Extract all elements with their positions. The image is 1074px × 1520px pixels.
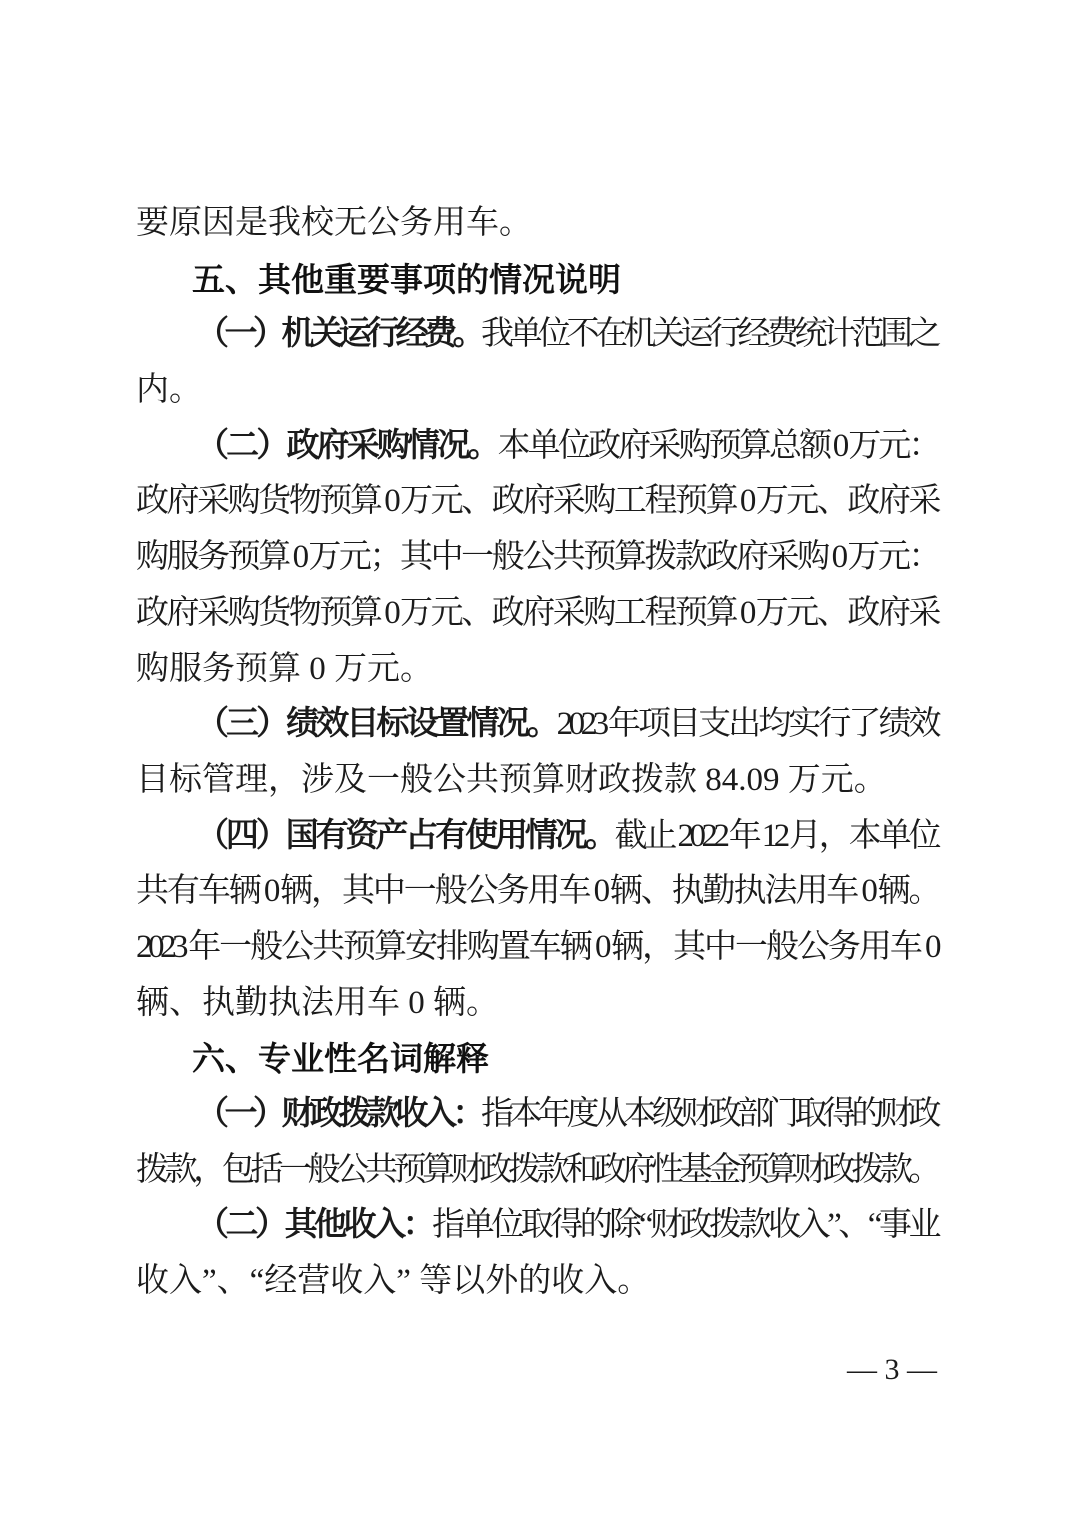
text-line: [136, 642, 937, 698]
text-line: [136, 419, 937, 475]
body-text: 2023 年项目支出均实行了绩效: [556, 706, 938, 743]
body-text: 目标管理，涉及一般公共预算财政拨款 84.09 万元。: [136, 761, 887, 798]
text-line: [136, 1087, 937, 1143]
section-heading: [136, 1031, 937, 1087]
text-line: [136, 474, 937, 530]
text-line: [136, 697, 937, 753]
emphasis-text: （一）机关运行经费。: [196, 316, 481, 353]
body-text: 购服务预算 0 万元。: [136, 650, 433, 687]
body-text: 内。: [136, 372, 202, 409]
emphasis-text: （一）财政拨款收入：: [196, 1096, 481, 1132]
text-line: [136, 920, 937, 976]
body-text: 共有车辆 0 辆，其中一般公务用车 0 辆、执勤执法用车 0 辆。: [136, 873, 937, 910]
emphasis-text: （三）绩效目标设置情况。: [196, 706, 557, 743]
text-line: [136, 363, 937, 419]
emphasis-text: （四）国有资产占有使用情况。: [196, 817, 615, 854]
body-text: 指本年度从本级财政部门取得的财政: [481, 1096, 937, 1132]
document-body: [136, 196, 937, 1310]
text-line: [136, 196, 937, 252]
emphasis-text: 六、专业性名词解释: [192, 1040, 489, 1078]
body-text: 截止 2022 年 12 月，本单位: [614, 817, 938, 854]
emphasis-text: 五、其他重要事项的情况说明: [192, 260, 621, 298]
body-text: 辆、执勤执法用车 0 辆。: [136, 984, 499, 1021]
body-text: 政府采购货物预算 0 万元、政府采购工程预算 0 万元、政府采: [136, 594, 937, 631]
body-text: 拨款，包括一般公共预算财政拨款和政府性基金预算财政拨款。: [136, 1151, 937, 1188]
text-line: [136, 864, 937, 920]
text-line: [136, 976, 937, 1032]
body-text: 要原因是我校无公务用车。: [136, 205, 532, 241]
body-text: 2023 年一般公共预算安排购置车辆 0 辆，其中一般公务用车 0: [136, 928, 937, 965]
text-line: [136, 1198, 937, 1254]
body-text: 购服务预算 0 万元；其中一般公共预算拨款政府采购 0 万元：: [136, 539, 937, 576]
body-text: 收入”、“经营收入” 等以外的收入。: [136, 1263, 651, 1300]
text-line: [136, 1254, 937, 1310]
body-text: 政府采购货物预算 0 万元、政府采购工程预算 0 万元、政府采: [136, 483, 937, 520]
body-text: 我单位不在机关运行经费统计范围之: [481, 316, 937, 353]
text-line: [136, 586, 937, 642]
text-line: [136, 753, 937, 809]
section-heading: [136, 252, 937, 308]
emphasis-text: （二）政府采购情况。: [196, 427, 498, 464]
body-text: 本单位政府采购预算总额 0 万元：: [497, 427, 938, 464]
page-number: — 3 —: [847, 1353, 937, 1386]
emphasis-text: （二）其他收入：: [196, 1207, 433, 1244]
text-line: [136, 809, 937, 865]
text-line: [136, 1143, 937, 1199]
text-line: [136, 307, 937, 363]
body-text: 指单位取得的除“财政拨款收入”、“事业: [432, 1207, 937, 1244]
text-line: [136, 530, 937, 586]
